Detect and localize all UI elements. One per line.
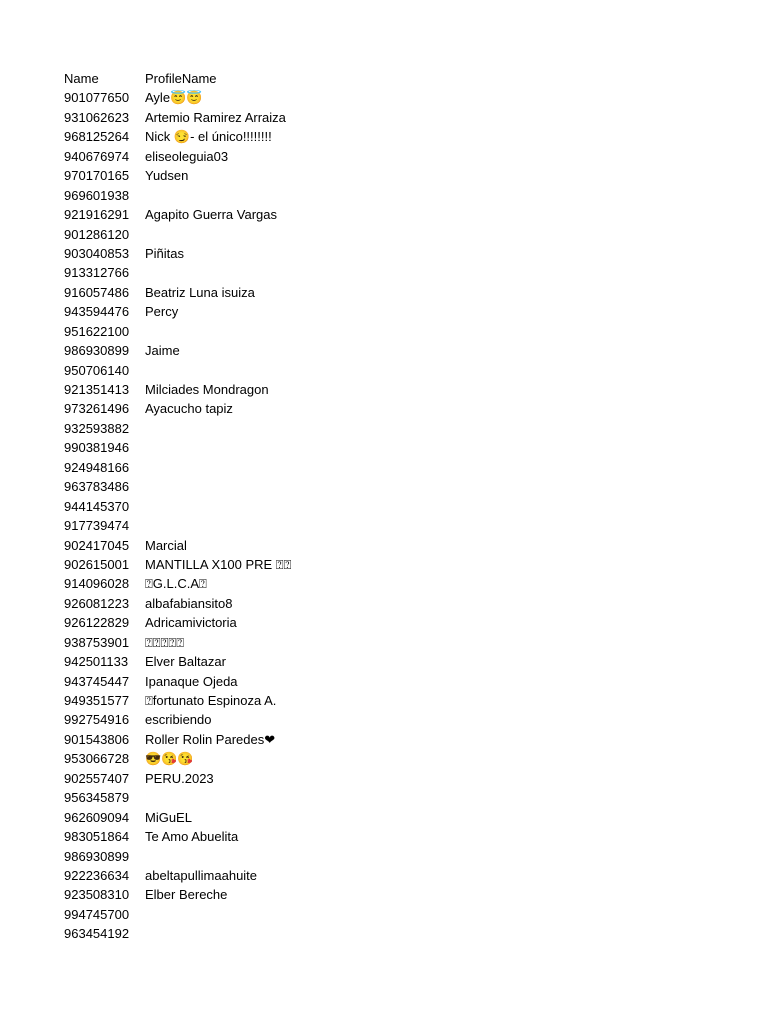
name-cell: 986930899: [64, 848, 130, 864]
name-cell: 914096028: [64, 576, 130, 592]
table-row: [64, 613, 744, 632]
name-cell: 983051864: [64, 829, 130, 845]
data-sheet: [64, 69, 744, 944]
table-row: [64, 827, 744, 846]
name-cell: 913312766: [64, 265, 130, 281]
profile-name-cell: Piñitas: [145, 245, 185, 261]
name-cell: 903040853: [64, 245, 130, 261]
profile-name-cell: PERU.2023: [145, 770, 214, 786]
table-row: [64, 186, 744, 205]
header-row: [64, 69, 744, 88]
table-row: [64, 283, 744, 302]
name-cell: 916057486: [64, 284, 130, 300]
name-cell: 921916291: [64, 207, 130, 223]
name-cell: 992754916: [64, 712, 130, 728]
table-row: [64, 672, 744, 691]
name-cell: 950706140: [64, 362, 130, 378]
name-cell: 938753901: [64, 634, 130, 650]
table-row: [64, 225, 744, 244]
profile-name-cell: [145, 477, 744, 496]
table-row: [64, 691, 744, 710]
table-row: [64, 361, 744, 380]
profile-name-cell: [145, 322, 744, 341]
name-cell: 970170165: [64, 168, 130, 184]
profile-name-cell: Agapito Guerra Vargas: [145, 207, 277, 223]
profile-name-cell: Nick 😏- el único!!!!!!!!: [145, 129, 272, 145]
profile-name-cell: [145, 924, 744, 943]
name-cell: 940676974: [64, 148, 130, 164]
name-cell: 902557407: [64, 770, 130, 786]
profile-name-cell: Elber Bereche: [145, 887, 228, 903]
profile-name-cell: Elver Baltazar: [145, 654, 226, 670]
table-row: [64, 847, 744, 866]
name-cell: 917739474: [64, 518, 130, 534]
name-cell: 942501133: [64, 654, 129, 670]
table-row: [64, 88, 744, 107]
profile-name-cell: Roller Rolin Paredes❤: [145, 731, 276, 747]
profile-name-cell: abeltapullimaahuite: [145, 867, 258, 883]
name-cell: 923508310: [64, 887, 130, 903]
profile-name-cell: Beatriz Luna isuiza: [145, 284, 255, 300]
table-row: [64, 244, 744, 263]
profile-name-cell: [145, 497, 744, 516]
table-row: [64, 924, 744, 943]
profile-name-column-header: ProfileName: [145, 71, 217, 86]
profile-name-cell: [145, 186, 744, 205]
name-cell: 944145370: [64, 498, 130, 514]
name-cell: 902417045: [64, 537, 130, 553]
name-cell: 949351577: [64, 693, 130, 708]
profile-name-cell: [145, 361, 744, 380]
table-row: [64, 710, 744, 729]
name-cell: 994745700: [64, 906, 130, 922]
table-row: [64, 555, 744, 574]
name-cell: 990381946: [64, 440, 130, 456]
profile-name-cell: Artemio Ramirez Arraiza: [145, 109, 286, 125]
table-row: [64, 652, 744, 671]
name-cell: 953066728: [64, 751, 130, 767]
profile-name-cell: ⍰⍰⍰⍰⍰: [145, 634, 185, 650]
profile-name-cell: [145, 225, 744, 244]
profile-name-cell: escribiendo: [145, 712, 212, 728]
table-row: [64, 205, 744, 224]
table-row: [64, 769, 744, 788]
name-cell: 943594476: [64, 304, 130, 320]
table-row: [64, 302, 744, 321]
name-cell: 902615001: [64, 556, 130, 572]
name-cell: 943745447: [64, 673, 130, 689]
table-row: [64, 166, 744, 185]
profile-name-cell: Ayle😇😇: [145, 90, 203, 106]
table-row: [64, 147, 744, 166]
name-cell: 901077650: [64, 90, 130, 106]
profile-name-cell: [145, 458, 744, 477]
profile-name-cell: Marcial: [145, 537, 187, 553]
profile-name-cell: [145, 847, 744, 866]
table-row: [64, 885, 744, 904]
profile-name-cell: Ayacucho tapiz: [145, 401, 233, 417]
name-cell: 926081223: [64, 595, 130, 611]
table-row: [64, 399, 744, 418]
name-cell: 901543806: [64, 731, 130, 747]
name-cell: 924948166: [64, 459, 130, 475]
profile-name-cell: [145, 438, 744, 457]
table-row: [64, 516, 744, 535]
table-row: [64, 108, 744, 127]
table-row: [64, 458, 744, 477]
profile-name-cell: Yudsen: [145, 168, 189, 184]
profile-name-cell: Ipanaque Ojeda: [145, 673, 238, 689]
name-cell: 951622100: [64, 323, 130, 339]
name-cell: 926122829: [64, 615, 130, 631]
table-row: [64, 574, 744, 593]
profile-name-cell: ⍰fortunato Espinoza A.: [145, 693, 277, 708]
name-cell: 921351413: [64, 382, 130, 397]
profile-name-cell: MiGuEL: [145, 809, 192, 825]
name-cell: 901286120: [64, 226, 130, 242]
name-cell: 973261496: [64, 401, 130, 417]
profile-name-cell: Adricamivictoria: [145, 615, 237, 631]
table-row: [64, 633, 744, 652]
name-cell: 932593882: [64, 420, 130, 436]
name-cell: 922236634: [64, 867, 130, 883]
profile-name-cell: [145, 263, 744, 282]
table-row: [64, 788, 744, 807]
profile-name-cell: [145, 788, 744, 807]
name-cell: 962609094: [64, 809, 130, 825]
profile-name-cell: Percy: [145, 304, 179, 320]
profile-name-cell: Milciades Mondragon: [145, 382, 269, 397]
table-row: [64, 866, 744, 885]
profile-name-cell: 😎😘😘: [145, 751, 194, 767]
table-row: [64, 419, 744, 438]
table-row: [64, 594, 744, 613]
table-row: [64, 477, 744, 496]
table-row: [64, 905, 744, 924]
table-row: [64, 380, 744, 399]
table-row: [64, 536, 744, 555]
profile-name-cell: albafabiansito8: [145, 595, 233, 611]
profile-name-cell: MANTILLA X100 PRE ⍰⍰: [145, 556, 292, 572]
profile-name-cell: [145, 419, 744, 438]
name-column-header: Name: [64, 71, 99, 86]
name-cell: 968125264: [64, 129, 130, 145]
name-cell: 956345879: [64, 790, 130, 806]
table-row: [64, 341, 744, 360]
table-row: [64, 127, 744, 146]
table-row: [64, 749, 744, 768]
table-row: [64, 497, 744, 516]
table-row: [64, 438, 744, 457]
table-row: [64, 730, 744, 749]
profile-name-cell: eliseoleguia03: [145, 148, 229, 164]
table-row: [64, 808, 744, 827]
table-row: [64, 322, 744, 341]
name-cell: 931062623: [64, 109, 130, 125]
data-rows: [64, 88, 744, 943]
profile-name-cell: Te Amo Abuelita: [145, 829, 239, 845]
name-cell: 963454192: [64, 926, 130, 942]
table-row: [64, 263, 744, 282]
profile-name-cell: [145, 905, 744, 924]
profile-name-cell: Jaime: [145, 343, 180, 359]
name-cell: 986930899: [64, 343, 130, 359]
name-cell: 969601938: [64, 187, 130, 203]
profile-name-cell: ⍰G.L.C.A⍰: [145, 576, 207, 592]
profile-name-cell: [145, 516, 744, 535]
name-cell: 963783486: [64, 479, 130, 495]
